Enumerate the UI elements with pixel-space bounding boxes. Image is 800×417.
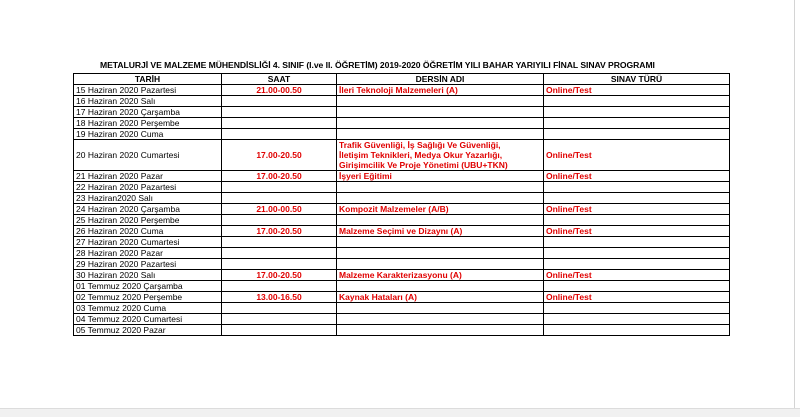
table-row	[74, 182, 730, 193]
exam-type-cell	[544, 237, 730, 248]
table-row	[74, 325, 730, 336]
exam-date-cell: 02 Temmuz 2020 Perşembe	[74, 292, 222, 303]
exam-time-cell	[222, 107, 337, 118]
exam-type-cell	[544, 303, 730, 314]
exam-date-cell: 05 Temmuz 2020 Pazar	[74, 325, 222, 336]
exam-time-cell	[222, 303, 337, 314]
exam-time-cell	[222, 215, 337, 226]
course-name-line: Girişimcilik Ve Proje Yönetimi (UBU+TKN)	[339, 160, 508, 170]
exam-date-cell: 30 Haziran 2020 Salı	[74, 270, 222, 281]
exam-time-cell	[222, 248, 337, 259]
exam-schedule-table	[73, 73, 730, 336]
course-name-cell	[337, 226, 544, 237]
course-name-line: Kaynak Hataları (A)	[339, 292, 417, 302]
exam-date-cell: 29 Haziran 2020 Pazartesi	[74, 259, 222, 270]
exam-time-cell	[222, 259, 337, 270]
exam-date-cell: 22 Haziran 2020 Pazartesi	[74, 182, 222, 193]
header-date: TARİH	[74, 74, 222, 85]
course-name-cell	[337, 259, 544, 270]
exam-type-cell	[544, 193, 730, 204]
course-name-cell	[337, 237, 544, 248]
exam-type-cell	[544, 325, 730, 336]
header-time: SAAT	[222, 74, 337, 85]
exam-type-cell	[544, 281, 730, 292]
course-name-cell	[337, 314, 544, 325]
exam-time-cell	[222, 193, 337, 204]
exam-date-cell: 25 Haziran 2020 Perşembe	[74, 215, 222, 226]
document-title: METALURJİ VE MALZEME MÜHENDİSLİĞİ 4. SINIF (I.ve II. ÖĞRETİM) 2019-2020 ÖĞRETİM YILI BAHAR YARIYILI FİNAL SINAV PROGRAMI	[100, 60, 655, 70]
course-name-cell	[337, 129, 544, 140]
exam-time-cell	[222, 118, 337, 129]
course-name-cell	[337, 325, 544, 336]
table-row	[74, 226, 730, 237]
course-name-cell	[337, 281, 544, 292]
table-row	[74, 281, 730, 292]
exam-type-cell	[544, 259, 730, 270]
table-row	[74, 193, 730, 204]
table-header-row	[74, 74, 730, 85]
course-name-line: Trafik Güvenliği, İş Sağlığı Ve Güvenliği,	[339, 140, 501, 150]
table-row	[74, 292, 730, 303]
exam-date-cell: 04 Temmuz 2020 Cumartesi	[74, 314, 222, 325]
course-name-line: Kompozit Malzemeler (A/B)	[339, 204, 449, 214]
exam-type-cell: Online/Test	[544, 204, 730, 215]
exam-type-cell	[544, 314, 730, 325]
exam-type-cell	[544, 129, 730, 140]
course-name-cell	[337, 140, 544, 171]
exam-date-cell: 03 Temmuz 2020 Cuma	[74, 303, 222, 314]
exam-time-cell	[222, 237, 337, 248]
course-name-cell	[337, 182, 544, 193]
course-name-line: İletişim Teknikleri, Medya Okur Yazarlığı,	[339, 150, 503, 160]
exam-time-cell: 21.00-00.50	[222, 204, 337, 215]
course-name-line: İleri Teknoloji Malzemeleri (A)	[339, 85, 458, 95]
table-row	[74, 107, 730, 118]
table-row	[74, 140, 730, 171]
course-name-cell	[337, 107, 544, 118]
table-row	[74, 85, 730, 96]
exam-date-cell: 01 Temmuz 2020 Çarşamba	[74, 281, 222, 292]
table-row	[74, 270, 730, 281]
exam-type-cell	[544, 96, 730, 107]
exam-time-cell: 17.00-20.50	[222, 140, 337, 171]
table-row	[74, 314, 730, 325]
table-row	[74, 96, 730, 107]
exam-type-cell	[544, 107, 730, 118]
exam-type-cell: Online/Test	[544, 171, 730, 182]
course-name-cell	[337, 248, 544, 259]
exam-type-cell: Online/Test	[544, 85, 730, 96]
exam-time-cell: 13.00-16.50	[222, 292, 337, 303]
exam-time-cell	[222, 182, 337, 193]
table-row	[74, 171, 730, 182]
exam-date-cell: 24 Haziran 2020 Çarşamba	[74, 204, 222, 215]
table-row	[74, 118, 730, 129]
table-row	[74, 259, 730, 270]
header-course: DERSİN ADI	[337, 74, 544, 85]
exam-date-cell: 28 Haziran 2020 Pazar	[74, 248, 222, 259]
course-name-line: Malzeme Seçimi ve Dizaynı (A)	[339, 226, 463, 236]
table-row	[74, 204, 730, 215]
exam-time-cell	[222, 129, 337, 140]
exam-type-cell: Online/Test	[544, 270, 730, 281]
exam-type-cell: Online/Test	[544, 140, 730, 171]
exam-date-cell: 23 Haziran2020 Salı	[74, 193, 222, 204]
table-row	[74, 237, 730, 248]
table-row	[74, 215, 730, 226]
exam-type-cell: Online/Test	[544, 226, 730, 237]
horizontal-scrollbar[interactable]	[0, 408, 800, 417]
exam-type-cell	[544, 182, 730, 193]
exam-time-cell	[222, 325, 337, 336]
table-row	[74, 303, 730, 314]
exam-time-cell: 17.00-20.50	[222, 171, 337, 182]
exam-date-cell: 15 Haziran 2020 Pazartesi	[74, 85, 222, 96]
exam-type-cell: Online/Test	[544, 292, 730, 303]
exam-time-cell	[222, 314, 337, 325]
exam-time-cell: 17.00-20.50	[222, 270, 337, 281]
exam-date-cell: 21 Haziran 2020 Pazar	[74, 171, 222, 182]
course-name-line: İşyeri Eğitimi	[339, 171, 392, 181]
course-name-cell	[337, 204, 544, 215]
course-name-cell	[337, 171, 544, 182]
exam-time-cell	[222, 281, 337, 292]
exam-type-cell	[544, 215, 730, 226]
course-name-cell	[337, 96, 544, 107]
course-name-cell	[337, 270, 544, 281]
vertical-scrollbar[interactable]	[790, 0, 800, 417]
table-row	[74, 248, 730, 259]
course-name-cell	[337, 292, 544, 303]
exam-date-cell: 16 Haziran 2020 Salı	[74, 96, 222, 107]
course-name-line: Malzeme Karakterizasyonu (A)	[339, 270, 462, 280]
exam-date-cell: 19 Haziran 2020 Cuma	[74, 129, 222, 140]
exam-type-cell	[544, 248, 730, 259]
exam-date-cell: 26 Haziran 2020 Cuma	[74, 226, 222, 237]
exam-date-cell: 17 Haziran 2020 Çarşamba	[74, 107, 222, 118]
course-name-cell	[337, 118, 544, 129]
course-name-cell	[337, 193, 544, 204]
exam-time-cell: 21.00-00.50	[222, 85, 337, 96]
course-name-cell	[337, 303, 544, 314]
header-exam-type: SINAV TÜRÜ	[544, 74, 730, 85]
exam-date-cell: 20 Haziran 2020 Cumartesi	[74, 140, 222, 171]
table-row	[74, 129, 730, 140]
course-name-cell	[337, 85, 544, 96]
exam-date-cell: 27 Haziran 2020 Cumartesi	[74, 237, 222, 248]
exam-date-cell: 18 Haziran 2020 Perşembe	[74, 118, 222, 129]
course-name-cell	[337, 215, 544, 226]
exam-time-cell	[222, 96, 337, 107]
exam-type-cell	[544, 118, 730, 129]
exam-time-cell: 17.00-20.50	[222, 226, 337, 237]
